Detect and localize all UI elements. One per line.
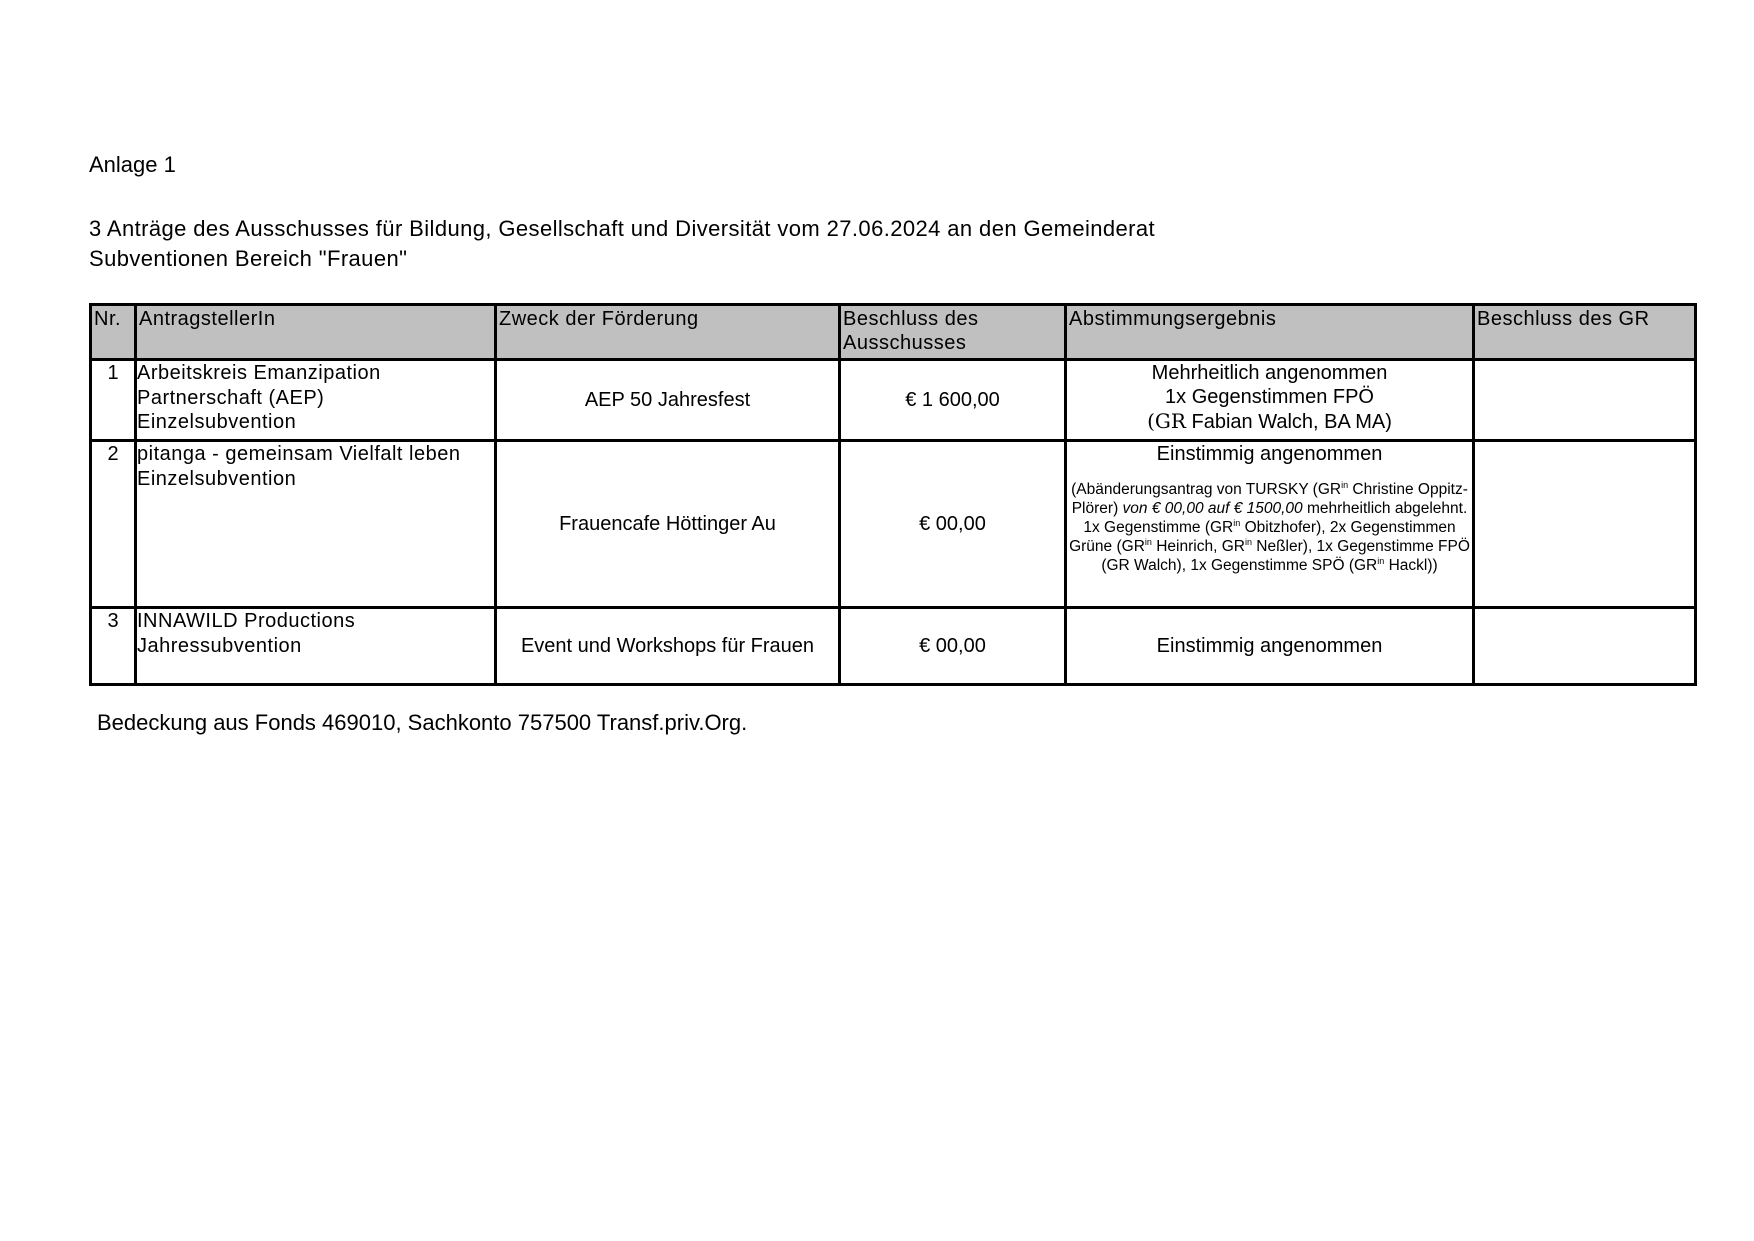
row-applicant: INNAWILD Productions Jahressubvention bbox=[136, 608, 496, 685]
row-vote-result: Einstimmig angenommen (Abänderungsantrag von TURSKY ($GR^{in}$ Christine Oppitz-Plörer) von € 00,00 auf € 1500,00 mehrheitlich abgelehnt. 1x Gegenstimme ($GR^{in}$ Obitzhofer), 2x Gegenstimmen Grüne ($GR^{in}$ Heinrich, $GR^{in}$ Neßler), 1x Gegenstimme FPÖ (GR Walch), 1x Gegenstimme SPÖ ($GR^{in}$ Hackl)) bbox=[1066, 441, 1474, 608]
row-decision-gr bbox=[1474, 441, 1696, 608]
amendment-note: (Abänderungsantrag von TURSKY ($GR^{in}$ Christine Oppitz-Plörer) von € 00,00 auf € 1500,00 mehrheitlich abgelehnt. 1x Gegenstimme ($GR^{in}$ Obitzhofer), 2x Gegenstimmen Grüne ($GR^{in}$ Heinrich, $GR^{in}$ Neßler), 1x Gegenstimme FPÖ (GR Walch), 1x Gegenstimme SPÖ ($GR^{in}$ Hackl)) bbox=[1069, 480, 1470, 574]
heading-line-1: 3 Anträge des Ausschusses für Bildung, Gesellschaft und Diversität vom 27.06.2024 an den Gemeinderat bbox=[89, 216, 1156, 241]
table-row bbox=[91, 441, 1696, 608]
row-amount: € 00,00 bbox=[840, 608, 1066, 685]
row-purpose: Event und Workshops für Frauen bbox=[496, 608, 840, 685]
header-applicant: AntragstellerIn bbox=[136, 305, 496, 360]
funding-note: Bedeckung aus Fonds 469010, Sachkonto 757500 Transf.priv.Org. bbox=[97, 710, 748, 735]
heading-line-2: Subventionen Bereich "Frauen" bbox=[89, 246, 408, 271]
header-decision-gr: Beschluss des GR bbox=[1474, 305, 1696, 360]
table-row bbox=[91, 360, 1696, 441]
row-vote-result: Mehrheitlich angenommen 1x Gegenstimmen FPÖ (GR Fabian Walch, BA MA) bbox=[1066, 360, 1474, 441]
header-purpose: Zweck der Förderung bbox=[496, 305, 840, 360]
attachment-label: Anlage 1 bbox=[89, 152, 176, 177]
row-vote-result: Einstimmig angenommen bbox=[1066, 608, 1474, 685]
row-nr: 1 bbox=[91, 360, 136, 441]
row-amount: € 1 600,00 bbox=[840, 360, 1066, 441]
header-decision-committee: Beschluss des Ausschusses bbox=[840, 305, 1066, 360]
row-nr: 2 bbox=[91, 441, 136, 608]
subsidy-table bbox=[89, 303, 1697, 686]
row-applicant: pitanga - gemeinsam Vielfalt leben Einzelsubvention bbox=[136, 441, 496, 608]
row-nr: 3 bbox=[91, 608, 136, 685]
row-decision-gr bbox=[1474, 360, 1696, 441]
document-heading bbox=[89, 214, 1155, 274]
row-applicant: Arbeitskreis Emanzipation Partnerschaft (AEP) Einzelsubvention bbox=[136, 360, 496, 441]
table-row bbox=[91, 608, 1696, 685]
header-vote-result: Abstimmungsergebnis bbox=[1066, 305, 1474, 360]
table-header-row bbox=[91, 305, 1696, 360]
row-amount: € 00,00 bbox=[840, 441, 1066, 608]
row-purpose: AEP 50 Jahresfest bbox=[496, 360, 840, 441]
row-decision-gr bbox=[1474, 608, 1696, 685]
header-nr: Nr. bbox=[91, 305, 136, 360]
row-purpose: Frauencafe Höttinger Au bbox=[496, 441, 840, 608]
